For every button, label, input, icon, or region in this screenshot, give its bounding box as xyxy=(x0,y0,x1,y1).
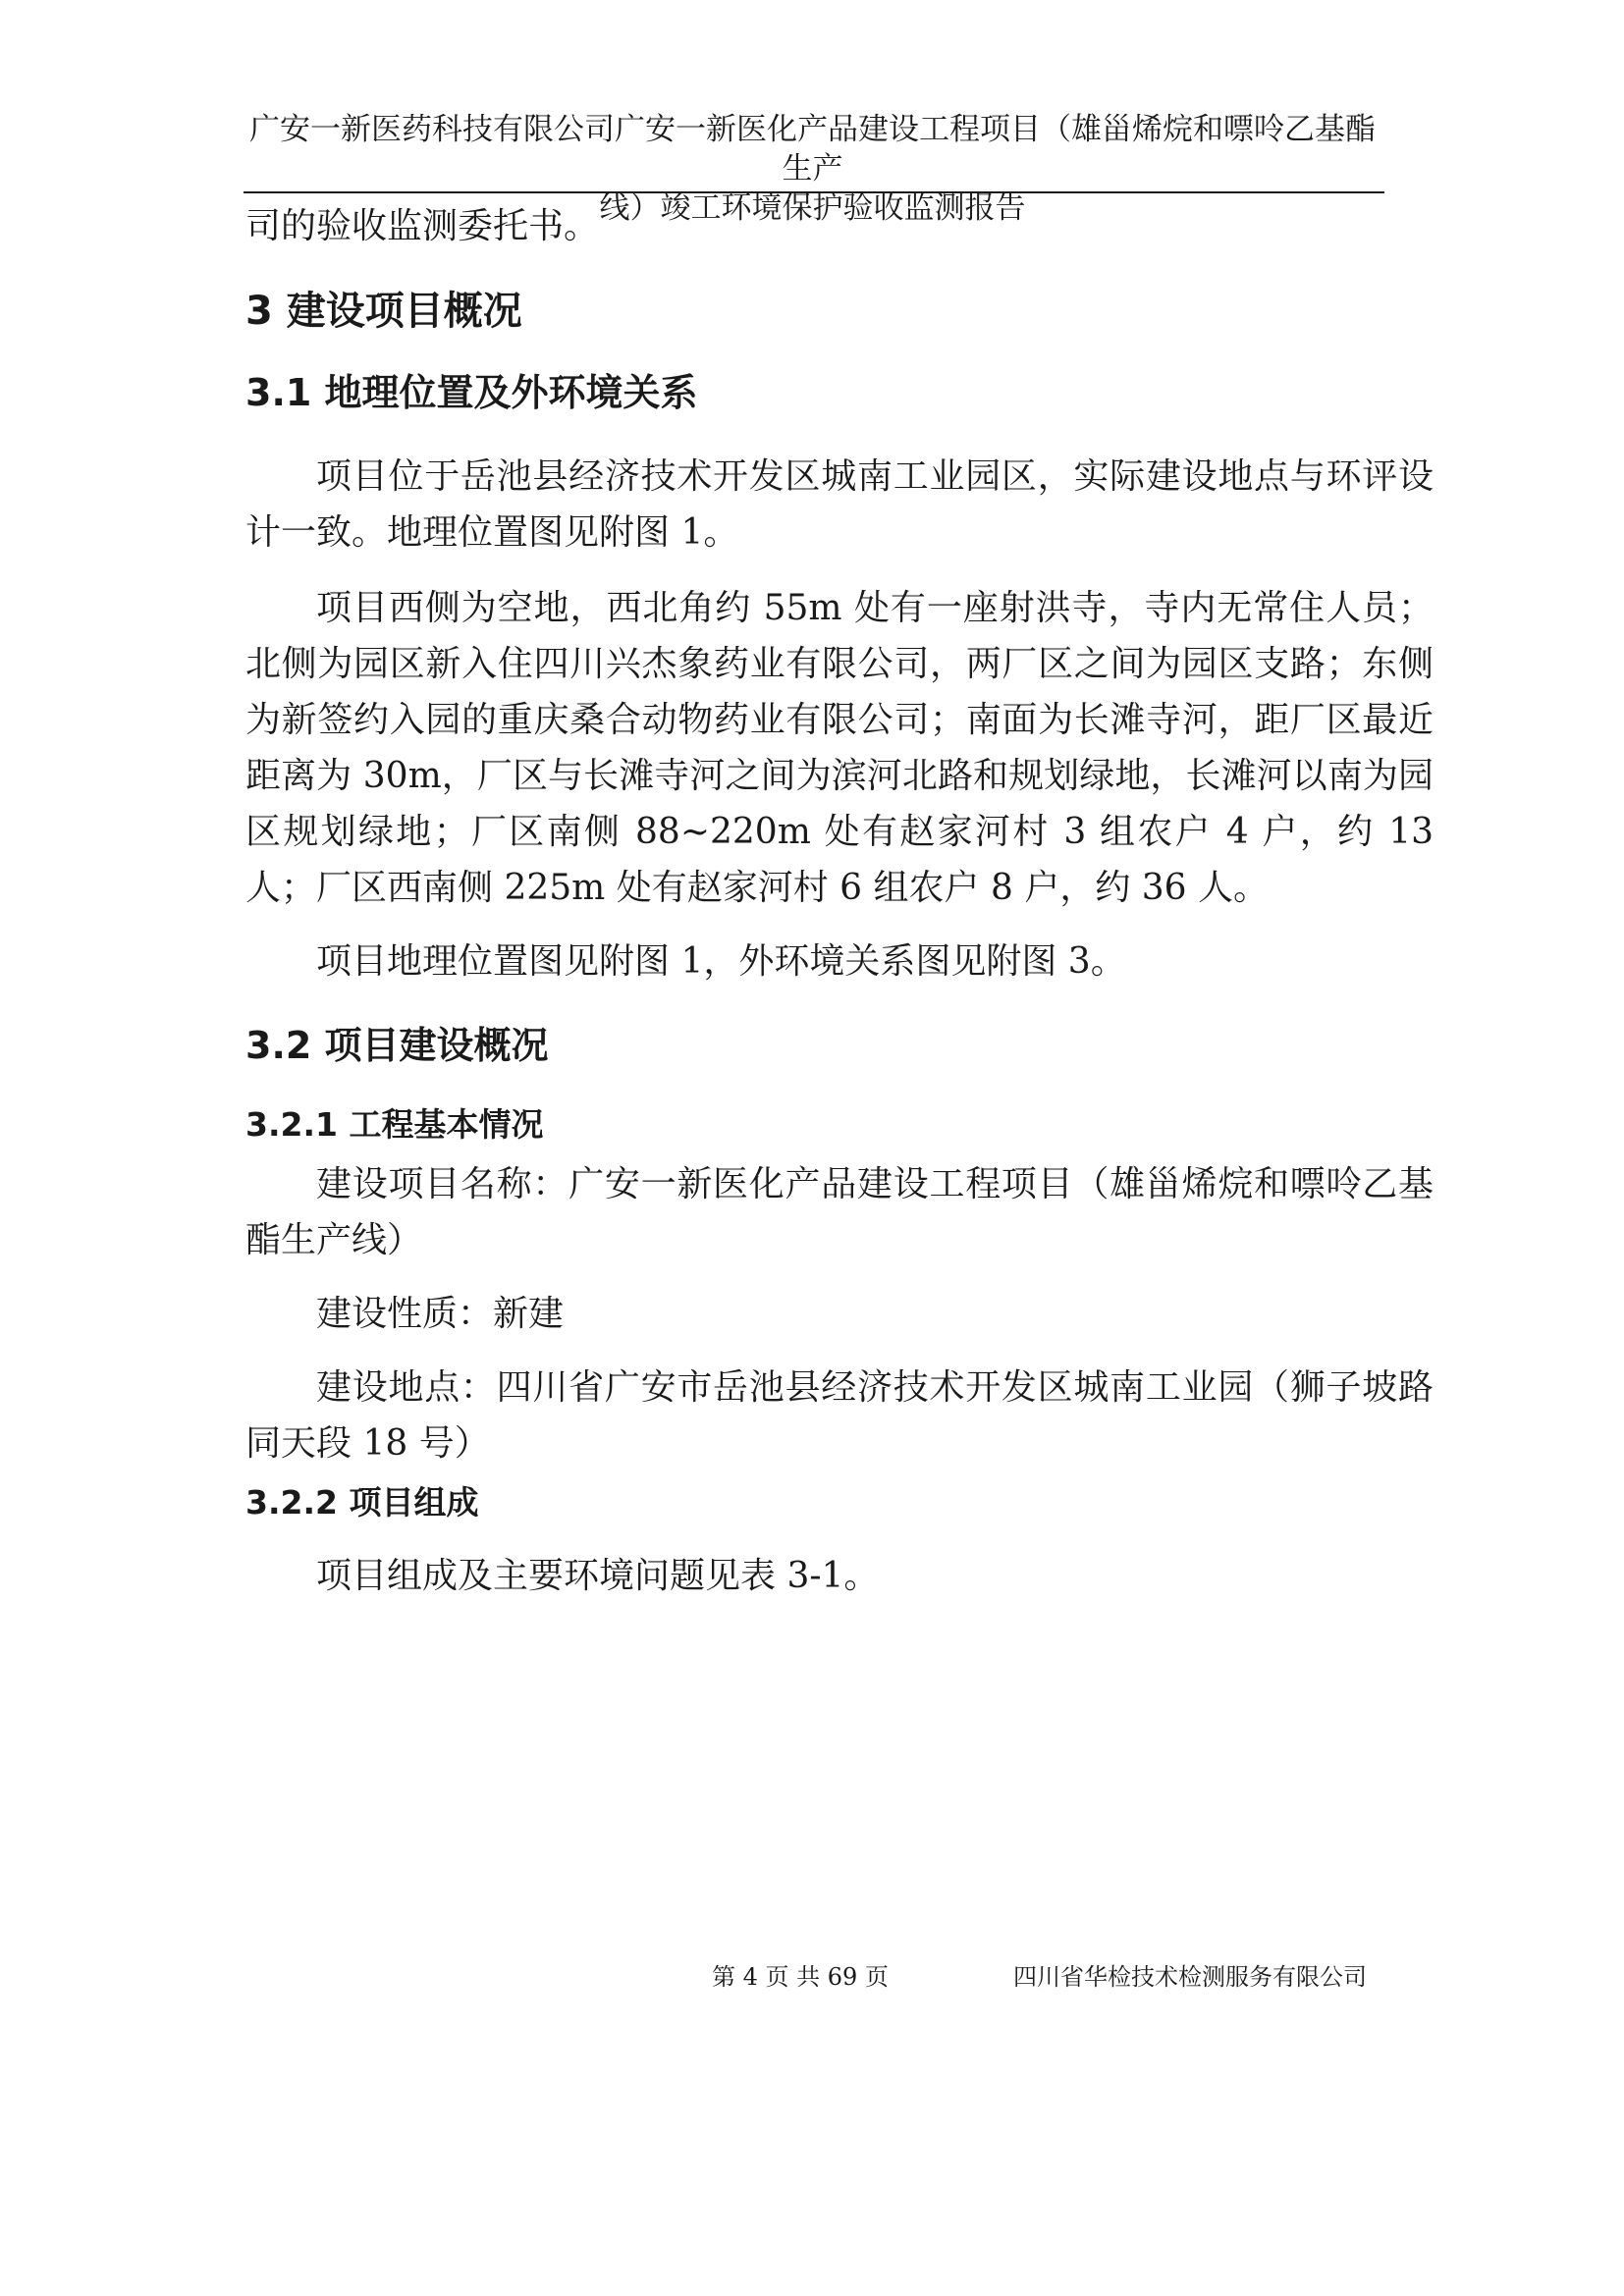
project-nature-paragraph: 建设性质：新建 xyxy=(316,1294,565,1334)
project-location-paragraph: 建设地点：四川省广安市岳池县经济技术开发区城南工业园（狮子坡路同天段 18 号） xyxy=(245,1367,1434,1464)
section-3-1-paragraph-3: 项目地理位置图见附图 1，外环境关系图见附图 3。 xyxy=(316,941,1126,982)
footer-company: 四川省华检技术检测服务有限公司 xyxy=(1013,1963,1367,1991)
section-3-1-paragraph-1: 项目位于岳池县经济技术开发区城南工业园区，实际建设地点与环评设计一致。地理位置图见附图 1。 xyxy=(245,456,1434,553)
project-name-paragraph: 建设项目名称：广安一新医化产品建设工程项目（雄甾烯烷和嘌呤乙基酯生产线） xyxy=(245,1164,1434,1260)
section-3-2-2-heading: 3.2.2 项目组成 xyxy=(245,1483,479,1522)
section-3-2-1-heading: 3.2.1 工程基本情况 xyxy=(245,1105,544,1144)
section-3-1-heading: 3.1 地理位置及外环境关系 xyxy=(245,371,698,414)
continuation-text: 司的验收监测委托书。 xyxy=(245,206,600,246)
page-body xyxy=(245,198,1434,1604)
page-number: 第 4 页 共 69 页 xyxy=(712,1963,889,1991)
section-3-2-heading: 3.2 项目建设概况 xyxy=(245,1024,549,1067)
section-3-2-2-paragraph: 项目组成及主要环境问题见表 3-1。 xyxy=(316,1556,880,1596)
header-line-2: 线）竣工环境保护验收监测报告 xyxy=(599,190,1026,226)
section-3-1-paragraph-2: 项目西侧为空地，西北角约 55m 处有一座射洪寺，寺内无常住人员；北侧为园区新入住四川兴杰象药业有限公司，两厂区之间为园区支路；东侧为新签约入园的重庆桑合动物药业有限公司；南面为长滩寺河，距厂区最近距离为 30m，厂区与长滩寺河之间为滨河北路和规划绿地，长滩河以南为园区规划绿地；厂区南侧 88~220m 处有赵家河村 3 组农户 4 户，约 13 人；厂区西南侧 225m 处有赵家河村 6 组农户 8 户，约 36 人。 xyxy=(245,588,1434,908)
header-line-1: 广安一新医药科技有限公司广安一新医化产品建设工程项目（雄甾烯烷和嘌呤乙基酯生产 xyxy=(249,112,1376,187)
header-divider xyxy=(244,191,1384,193)
section-3-heading: 3 建设项目概况 xyxy=(245,289,522,334)
